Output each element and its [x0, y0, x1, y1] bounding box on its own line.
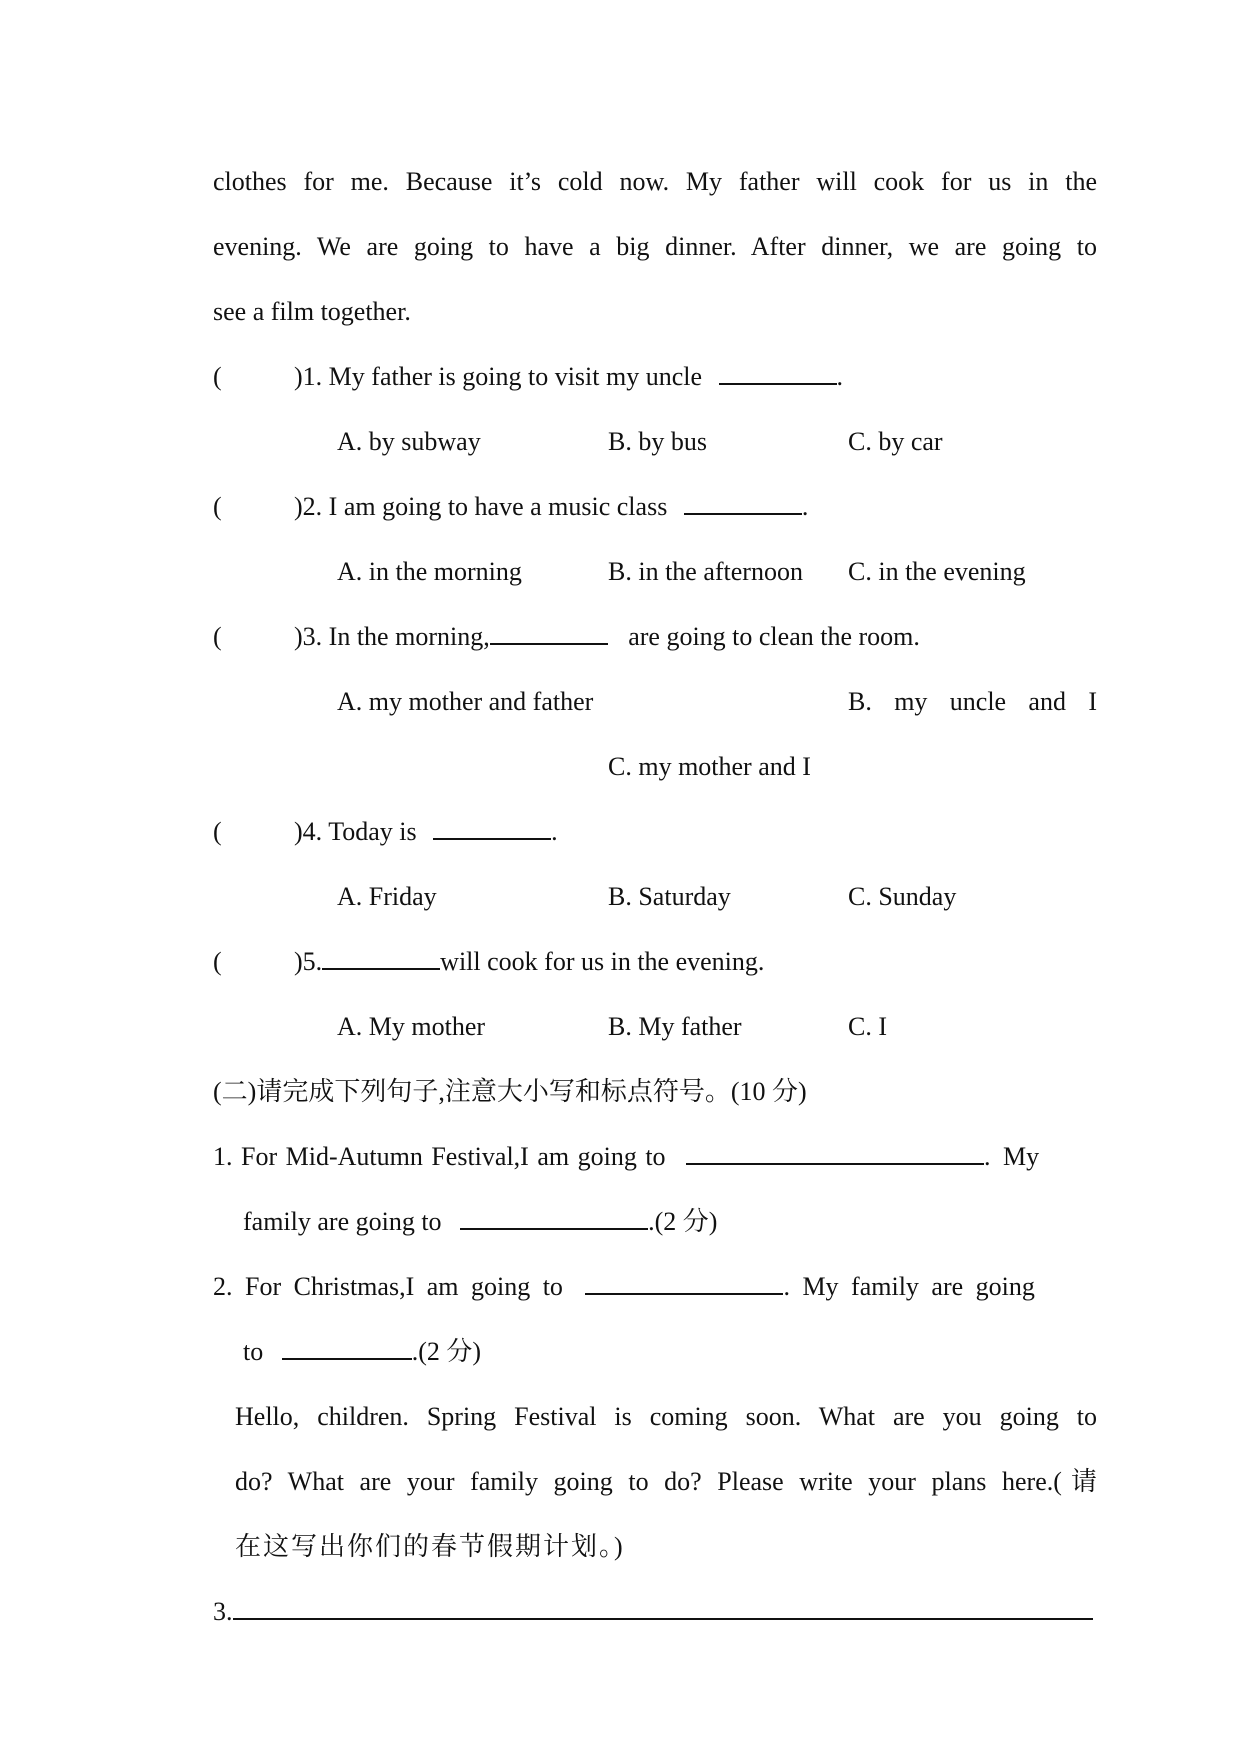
answer-blank[interactable]	[433, 816, 551, 840]
sentence-3	[213, 1595, 1093, 1629]
answer-blank[interactable]	[233, 1596, 1093, 1620]
sentence-text: to	[243, 1337, 264, 1366]
question-text-end: .	[801, 492, 809, 521]
option-c[interactable]: C. my mother and I	[608, 752, 811, 781]
question-number: )5.	[294, 947, 323, 976]
option-a[interactable]: A. my mother and father	[337, 687, 594, 716]
answer-paren: (	[213, 622, 222, 651]
question-text: In the morning,	[328, 622, 490, 651]
question-3-stem	[294, 620, 920, 654]
option-a[interactable]: A. Friday	[337, 882, 437, 911]
question-text-end: are going to clean the room.	[628, 622, 920, 651]
sentence-text: family are going to	[243, 1207, 442, 1236]
question-text: I am going to have a music class	[328, 492, 668, 521]
question-text-end: .	[836, 362, 844, 391]
answer-blank[interactable]	[282, 1336, 412, 1360]
question-1	[213, 360, 222, 394]
sentence-1-cont	[243, 1205, 717, 1239]
option-a[interactable]: A. in the morning	[337, 557, 522, 586]
question-number: )3.	[294, 622, 323, 651]
answer-paren: (	[213, 817, 222, 846]
question-text-end: will cook for us in the evening.	[440, 947, 765, 976]
option-a[interactable]: A. by subway	[337, 427, 481, 456]
sentence-text: . My family are going	[783, 1272, 1035, 1301]
question-text: Today is	[328, 817, 417, 846]
question-2-stem	[294, 490, 808, 524]
option-c[interactable]: C. Sunday	[848, 882, 957, 911]
answer-paren: (	[213, 362, 222, 391]
score-note: .(2 分)	[648, 1207, 718, 1236]
prompt-line: Hello, children. Spring Festival is coming soon. What are you going to	[235, 1402, 1097, 1431]
sentence-2	[213, 1270, 1035, 1304]
question-1-stem	[294, 360, 843, 394]
sentence-text: . My	[984, 1142, 1040, 1171]
score-note: .(2 分)	[411, 1337, 482, 1366]
section-heading: (二)请完成下列句子,注意大小写和标点符号。(10 分)	[213, 1077, 807, 1106]
passage-line: see a film together.	[213, 297, 411, 326]
sentence-text: 1. For Mid-Autumn Festival,I am going to	[213, 1142, 666, 1171]
question-5-stem	[294, 945, 764, 979]
question-5	[213, 945, 222, 979]
answer-blank[interactable]	[686, 1141, 984, 1165]
option-c[interactable]: C. by car	[848, 427, 943, 456]
question-number: )1.	[294, 362, 323, 391]
answer-blank[interactable]	[585, 1271, 783, 1295]
answer-blank[interactable]	[322, 946, 440, 970]
sentence-1	[213, 1140, 1097, 1174]
answer-blank[interactable]	[719, 361, 837, 385]
sentence-number: 3.	[213, 1597, 233, 1626]
answer-paren: (	[213, 947, 222, 976]
answer-blank[interactable]	[490, 621, 608, 645]
question-4	[213, 815, 222, 849]
answer-blank[interactable]	[684, 491, 802, 515]
passage-line: clothes for me. Because it’s cold now. My father will cook for us in the	[213, 167, 1097, 196]
option-c[interactable]: C. I	[848, 1012, 887, 1041]
question-3	[213, 620, 222, 654]
question-4-stem	[294, 815, 558, 849]
question-2	[213, 490, 222, 524]
question-number: )2.	[294, 492, 323, 521]
passage-line: evening. We are going to have a big dinner. After dinner, we are going to	[213, 232, 1097, 261]
sentence-2-cont	[243, 1335, 481, 1369]
option-b[interactable]: B. in the afternoon	[608, 557, 803, 586]
option-b[interactable]: B. My father	[608, 1012, 742, 1041]
option-b[interactable]: B. Saturday	[608, 882, 731, 911]
prompt-line: 在这写出你们的春节假期计划。)	[235, 1532, 625, 1561]
option-c[interactable]: C. in the evening	[848, 557, 1026, 586]
question-text-end: .	[551, 817, 558, 846]
question-number: )4.	[294, 817, 323, 846]
option-b[interactable]: B. by bus	[608, 427, 707, 456]
question-text: My father is going to visit my uncle	[328, 362, 703, 391]
prompt-line: do? What are your family going to do? Please write your plans here.(请	[235, 1467, 1097, 1496]
answer-blank[interactable]	[460, 1206, 648, 1230]
answer-paren: (	[213, 492, 222, 521]
option-b[interactable]: B. my uncle and I	[848, 687, 1097, 716]
sentence-text: 2. For Christmas,I am going to	[213, 1272, 563, 1301]
option-a[interactable]: A. My mother	[337, 1012, 486, 1041]
